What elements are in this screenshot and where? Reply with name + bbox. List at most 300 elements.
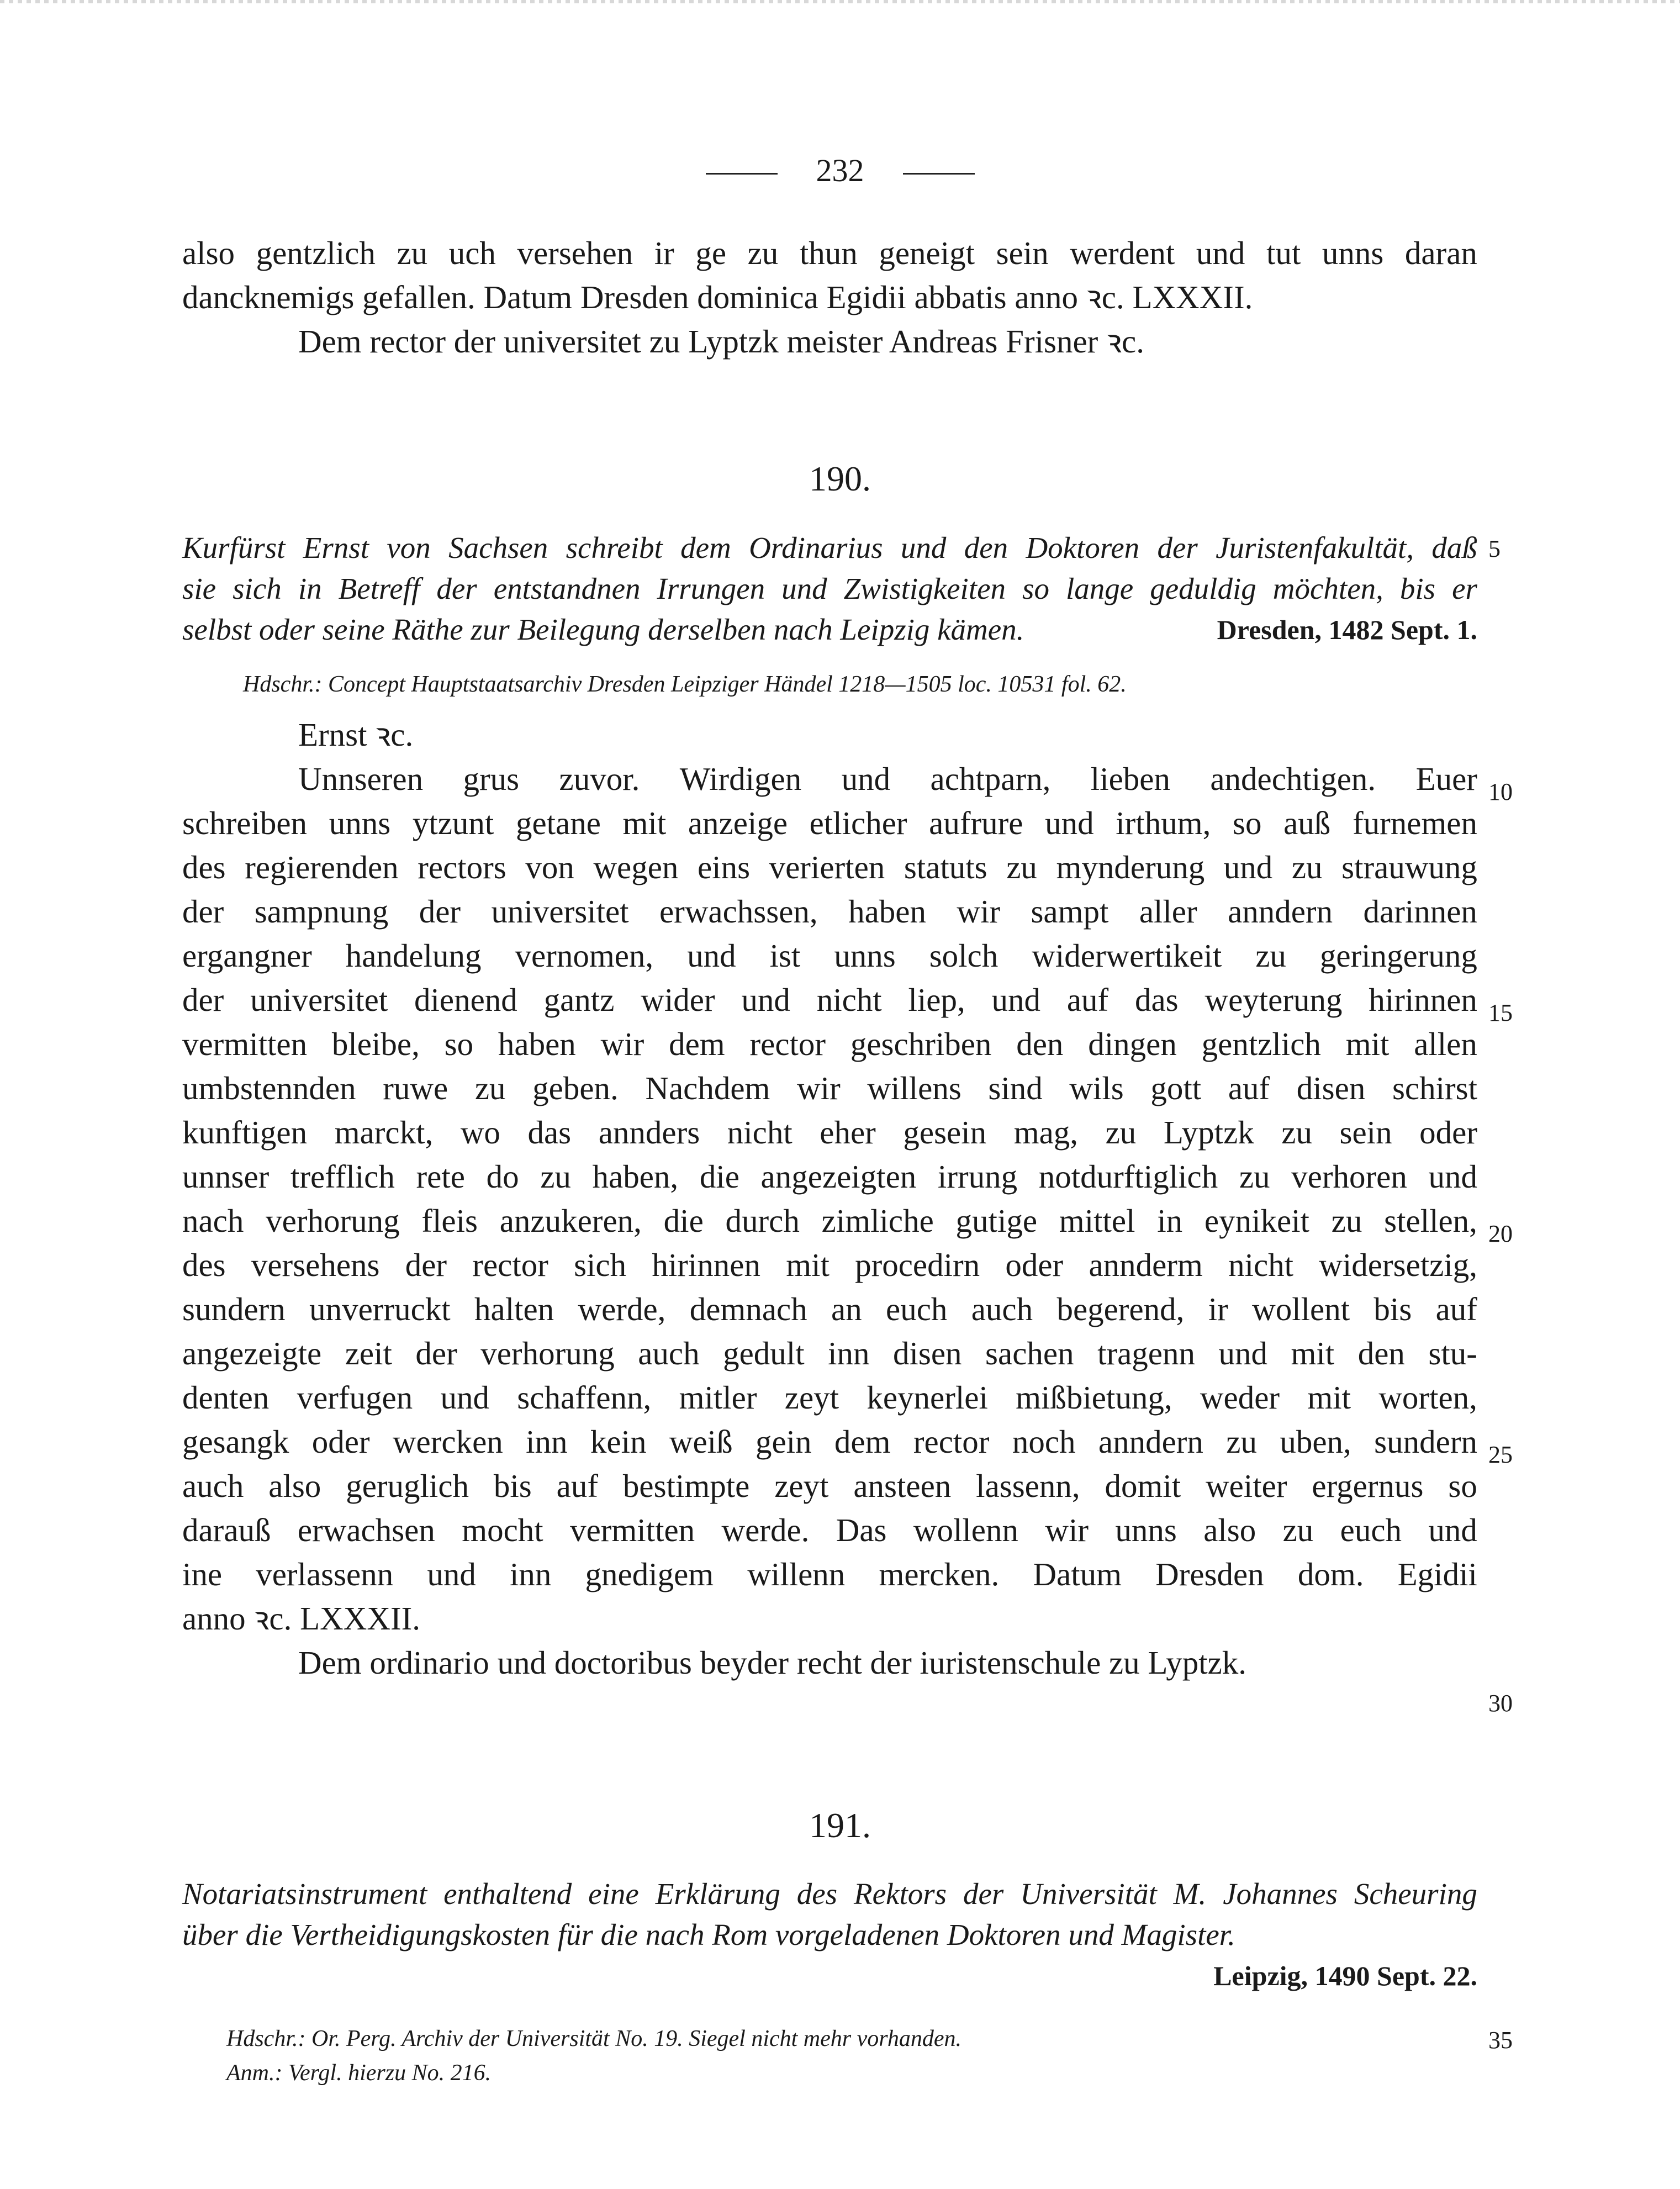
word: dem	[669, 1026, 725, 1062]
line-number: 30	[1488, 1690, 1513, 1717]
word: das	[527, 1114, 572, 1151]
word: keynerlei	[867, 1379, 988, 1416]
word: willenn	[747, 1556, 846, 1592]
word: der	[182, 893, 224, 930]
word: bleibe,	[331, 1026, 420, 1062]
place-date: Dresden, 1482 Sept. 1.	[1217, 614, 1477, 645]
word: aller	[1139, 893, 1197, 930]
word: allen	[1414, 1026, 1477, 1062]
word: haben	[498, 1026, 576, 1062]
word: statuts	[904, 849, 987, 885]
word: Nachdem	[645, 1070, 770, 1106]
word: nicht	[727, 1114, 793, 1151]
justified-line	[182, 933, 1477, 978]
word: rectors	[418, 849, 506, 885]
place-date: Leipzig, 1490 Sept. 22.	[1213, 1960, 1477, 1991]
word: gesangk	[182, 1423, 289, 1460]
word: mit	[1291, 1335, 1335, 1372]
justified-line	[182, 1464, 1477, 1508]
entry-number: 191.	[809, 1806, 871, 1845]
word: dem	[834, 1423, 891, 1460]
word: ergangner	[182, 937, 312, 974]
word: hirinnen	[652, 1247, 760, 1283]
word: irrung	[937, 1158, 1018, 1195]
word: Euer	[1415, 761, 1477, 797]
word: daß	[1431, 531, 1477, 565]
word: unns	[1115, 1512, 1177, 1548]
justified-line	[182, 1199, 1477, 1243]
word: rector	[749, 1026, 826, 1062]
word: thun	[799, 235, 858, 271]
word: zu	[1281, 1114, 1312, 1151]
word: von	[525, 849, 574, 885]
word: wir	[600, 1026, 644, 1062]
word: disen	[893, 1335, 962, 1372]
word: uben,	[1280, 1423, 1351, 1460]
word: euch	[1340, 1512, 1402, 1548]
justified-line	[182, 845, 1477, 889]
text-line: anno ꝛc. LXXXII.	[182, 1600, 420, 1637]
word: verlassenn	[256, 1556, 394, 1592]
word: Betreff	[338, 572, 420, 605]
word: Zwistigkeiten	[843, 572, 1006, 605]
word: schreiben	[182, 805, 308, 841]
word: versehen	[517, 235, 633, 271]
word: werde.	[721, 1512, 810, 1548]
justified-line	[182, 1331, 1477, 1375]
word: bis	[1399, 572, 1436, 605]
word: dingen	[1088, 1026, 1177, 1062]
word: zu	[1331, 1202, 1362, 1239]
word: lieben	[1090, 761, 1170, 797]
word: so	[444, 1026, 474, 1062]
word: auf	[1066, 982, 1109, 1018]
word: inn	[510, 1556, 552, 1592]
word: Irrungen	[657, 572, 765, 605]
word: kein	[590, 1423, 647, 1460]
word: Sachsen	[448, 531, 548, 565]
justified-line	[182, 889, 1477, 933]
word: Unnseren	[298, 761, 424, 797]
word: gantz	[543, 982, 615, 1018]
word: schaffenn,	[517, 1379, 652, 1416]
word: universitet	[491, 893, 629, 930]
word: getane	[515, 805, 601, 841]
word: disen	[1296, 1070, 1366, 1106]
word: erwachsen	[297, 1512, 435, 1548]
word: wegen	[593, 849, 679, 885]
word: der	[1157, 531, 1198, 565]
word: versehens	[251, 1247, 380, 1283]
word: willens	[867, 1070, 961, 1106]
line-number: 35	[1488, 2027, 1513, 2054]
word: Notariatsinstrument	[182, 1877, 427, 1911]
word: und	[440, 1379, 490, 1416]
word: ge	[695, 235, 727, 271]
word: widerwertikeit	[1032, 937, 1222, 974]
word: verhoren	[1291, 1158, 1407, 1195]
word: dem	[680, 531, 731, 565]
word: von	[387, 531, 431, 565]
word: gutige	[955, 1202, 1038, 1239]
justified-line	[182, 1066, 1477, 1110]
word: begerend,	[1056, 1291, 1185, 1327]
word: furnemen	[1352, 805, 1477, 841]
word: zimliche	[821, 1202, 934, 1239]
word: geruglich	[346, 1468, 469, 1504]
summary-last-line	[182, 609, 1477, 650]
word: zu	[397, 235, 428, 271]
word: die	[699, 1158, 739, 1195]
address-line: Dem rector der universitet zu Lyptzk meister Andreas Frisner ꝛc.	[298, 323, 1144, 360]
word: dienend	[414, 982, 517, 1018]
word: zeyt	[774, 1468, 829, 1504]
word: Kurfürst	[182, 531, 286, 565]
word: darauß	[182, 1512, 271, 1548]
line-number: 20	[1488, 1220, 1513, 1247]
word: sich	[233, 572, 282, 605]
word: regierenden	[245, 849, 399, 885]
word: aufrure	[929, 805, 1023, 841]
entry-number: 190.	[809, 459, 871, 498]
word: also	[1203, 1512, 1256, 1548]
word: Doktoren	[1026, 531, 1140, 565]
word: worten,	[1378, 1379, 1477, 1416]
word: annderm	[1089, 1247, 1203, 1283]
word: vermitten	[570, 1512, 695, 1548]
word: auch	[638, 1335, 700, 1372]
word: geben.	[532, 1070, 619, 1106]
word: also	[182, 235, 235, 271]
justified-line	[182, 1874, 1477, 1914]
word: denten	[182, 1379, 270, 1416]
word: annders	[598, 1114, 700, 1151]
word: die	[663, 1202, 704, 1239]
word: ir	[1208, 1291, 1228, 1327]
word: widersetzig,	[1319, 1247, 1477, 1283]
word: ruwe	[383, 1070, 448, 1106]
summary-text: selbst oder seine Räthe zur Beilegung derselben nach Leipzig kämen.	[182, 613, 1024, 646]
word: unns	[834, 937, 896, 974]
word: wir	[797, 1070, 841, 1106]
word: in	[1157, 1202, 1183, 1239]
word: und	[1196, 235, 1245, 271]
word: tut	[1266, 235, 1301, 271]
word: gott	[1150, 1070, 1202, 1106]
word: sein	[1339, 1114, 1392, 1151]
word: schirst	[1392, 1070, 1477, 1106]
header-rule-left	[706, 173, 778, 175]
word: bis	[493, 1468, 532, 1504]
word: des	[182, 849, 226, 885]
word: unns	[1322, 235, 1384, 271]
word: mit	[622, 805, 667, 841]
source-note	[182, 2022, 1477, 2090]
word: gentzlich	[256, 235, 376, 271]
word: zeyt	[784, 1379, 839, 1416]
word: oder	[311, 1423, 370, 1460]
word: sich	[574, 1247, 627, 1283]
word: so	[1022, 572, 1049, 605]
word: lassenn,	[976, 1468, 1080, 1504]
word: solch	[929, 937, 999, 974]
entry-summary	[182, 1874, 1477, 1996]
word: haben	[848, 893, 926, 930]
word: der	[963, 1877, 1004, 1911]
word: zuvor.	[559, 761, 640, 797]
word: und	[991, 982, 1041, 1018]
word: vermitten	[182, 1026, 308, 1062]
word: er	[1452, 572, 1477, 605]
word: Ernst	[303, 531, 369, 565]
justified-line	[182, 568, 1477, 609]
word: und	[1428, 1512, 1477, 1548]
word: eins	[698, 849, 751, 885]
word: vernomen,	[515, 937, 654, 974]
word: andechtigen.	[1210, 761, 1376, 797]
word: darinnen	[1363, 893, 1477, 930]
justified-line	[182, 1552, 1477, 1596]
word: anzukeren,	[499, 1202, 642, 1239]
word: zu	[474, 1070, 506, 1106]
scan-edge	[0, 0, 1680, 3]
justified-line	[182, 1287, 1477, 1331]
word: den	[1357, 1335, 1405, 1372]
word: mißbietung,	[1016, 1379, 1172, 1416]
word: Scheuring	[1354, 1877, 1477, 1911]
justified-line	[182, 978, 1477, 1022]
word: erwachssen,	[659, 893, 818, 930]
word: verhorung	[266, 1202, 400, 1239]
word: liep,	[908, 982, 965, 1018]
word: mit	[1307, 1379, 1351, 1416]
word: wir	[957, 893, 1001, 930]
word: mittel	[1059, 1202, 1135, 1239]
word: nicht	[816, 982, 882, 1018]
entry-summary	[182, 528, 1477, 650]
word: zu	[1255, 937, 1286, 974]
word: ergernus	[1312, 1468, 1424, 1504]
word: sampt	[1031, 893, 1109, 930]
word: wercken	[392, 1423, 503, 1460]
word: euch	[886, 1291, 948, 1327]
word: fleis	[421, 1202, 478, 1239]
word: zu	[1105, 1114, 1137, 1151]
word: weiter	[1206, 1468, 1287, 1504]
word: zu	[540, 1158, 571, 1195]
word: anndern	[1098, 1423, 1203, 1460]
justified-line	[182, 1110, 1477, 1154]
word: tragenn	[1097, 1335, 1195, 1372]
word: Rektors	[854, 1877, 947, 1911]
word: procedirn	[855, 1247, 980, 1283]
word: notdurftiglich	[1038, 1158, 1218, 1195]
word: auch	[971, 1291, 1033, 1327]
word: und	[687, 937, 736, 974]
word: wider	[641, 982, 715, 1018]
word: und	[1045, 805, 1094, 841]
letter-body	[182, 713, 1477, 1685]
word: oder	[1419, 1114, 1477, 1151]
word: entstandnen	[493, 572, 641, 605]
header-rule-right	[903, 173, 975, 175]
word: strauwung	[1341, 849, 1477, 885]
word: anzeige	[688, 805, 788, 841]
word: zu	[747, 235, 779, 271]
word: weiß	[669, 1423, 733, 1460]
word: ine	[182, 1556, 223, 1592]
word: umbstennden	[182, 1070, 356, 1106]
word: ytzunt	[412, 805, 494, 841]
word: haben,	[592, 1158, 679, 1195]
word: und	[1428, 1158, 1477, 1195]
text-line: dancknemigs gefallen. Datum Dresden dominica Egidii abbatis anno ꝛc. LXXXII.	[182, 279, 1253, 315]
word: unverruckt	[309, 1291, 451, 1327]
word: bestimpte	[622, 1468, 750, 1504]
word: sundern	[182, 1291, 286, 1327]
word: zu	[1006, 849, 1037, 885]
word: den	[1016, 1026, 1064, 1062]
word: und	[741, 982, 790, 1018]
word: auf	[556, 1468, 598, 1504]
word: Ordinarius	[749, 531, 883, 565]
word: rector	[913, 1423, 990, 1460]
word: sampnung	[254, 893, 389, 930]
word: und	[900, 531, 947, 565]
line-number: 5	[1488, 535, 1501, 562]
word: auß	[1283, 805, 1331, 841]
word: eine	[588, 1877, 639, 1911]
word: domit	[1105, 1468, 1181, 1504]
word: angezeigte	[182, 1335, 322, 1372]
justified-line	[182, 1420, 1477, 1464]
word: stu-	[1428, 1335, 1477, 1372]
word: gein	[755, 1423, 812, 1460]
word: dom.	[1297, 1556, 1364, 1592]
word: wollenn	[913, 1512, 1018, 1548]
justified-line	[182, 801, 1477, 845]
word: sie	[182, 572, 216, 605]
word: zu	[1239, 1158, 1270, 1195]
note-line: Anm.: Vergl. hierzu No. 216.	[226, 2060, 492, 2086]
word: rete	[416, 1158, 465, 1195]
word: und	[1223, 849, 1273, 885]
word: Erklärung	[655, 1877, 780, 1911]
word: des	[796, 1877, 838, 1911]
word: unns	[329, 805, 391, 841]
word: auf	[1435, 1291, 1477, 1327]
word: ist	[769, 937, 801, 974]
word: zeit	[345, 1335, 392, 1372]
page-number: 232	[816, 152, 864, 188]
word: handelung	[345, 937, 482, 974]
address-line: Dem ordinario und doctoribus beyder recht der iuristenschule zu Lyptzk.	[298, 1644, 1247, 1681]
word: oder	[1005, 1247, 1064, 1283]
word: halten	[474, 1291, 554, 1327]
word: Lyptzk	[1163, 1114, 1254, 1151]
word: lange	[1066, 572, 1134, 605]
word: Wirdigen	[679, 761, 802, 797]
word: geschriben	[850, 1026, 992, 1062]
line-number: 15	[1488, 999, 1513, 1026]
word: wo	[460, 1114, 500, 1151]
word: weder	[1200, 1379, 1280, 1416]
justified-line	[182, 1375, 1477, 1420]
word: mit	[1345, 1026, 1390, 1062]
justified-line	[182, 1022, 1477, 1066]
word: Johannes	[1223, 1877, 1338, 1911]
text-line: über die Vertheidigungskosten für die nach Rom vorgeladenen Doktoren und Magister.	[182, 1918, 1235, 1951]
justified-line	[182, 757, 1477, 801]
greeting-line: Ernst ꝛc.	[298, 716, 414, 753]
word: an	[831, 1291, 862, 1327]
word: gnedigem	[585, 1556, 714, 1592]
word: und	[427, 1556, 476, 1592]
word: das	[1135, 982, 1179, 1018]
word: stellen,	[1384, 1202, 1477, 1239]
page-header	[0, 152, 1680, 189]
word: geduldig	[1150, 572, 1256, 605]
word: daran	[1404, 235, 1477, 271]
word: der	[182, 982, 224, 1018]
word: gentzlich	[1201, 1026, 1321, 1062]
word: verfugen	[297, 1379, 413, 1416]
carry-over-text	[182, 231, 1477, 363]
word: zu	[1282, 1512, 1314, 1548]
word: trefflich	[290, 1158, 395, 1195]
word: mercken.	[879, 1556, 1000, 1592]
word: schreibt	[566, 531, 663, 565]
justified-line	[182, 528, 1477, 568]
justified-line	[182, 231, 1477, 275]
justified-line	[182, 1508, 1477, 1552]
word: also	[268, 1468, 321, 1504]
word: der	[436, 572, 477, 605]
word: wollent	[1252, 1291, 1350, 1327]
word: wils	[1069, 1070, 1124, 1106]
word: eher	[820, 1114, 876, 1151]
word: der	[415, 1335, 457, 1372]
word: marckt,	[334, 1114, 434, 1151]
word: etlicher	[809, 805, 907, 841]
word: uch	[448, 235, 496, 271]
word: sundern	[1374, 1423, 1477, 1460]
word: do	[486, 1158, 519, 1195]
word: Das	[836, 1512, 887, 1548]
word: werde,	[578, 1291, 666, 1327]
word: sein	[996, 235, 1049, 271]
word: mocht	[462, 1512, 543, 1548]
word: weyterung	[1204, 982, 1343, 1018]
place-date-line	[182, 1955, 1477, 1996]
word: ir	[654, 235, 674, 271]
word: in	[298, 572, 322, 605]
word: den	[964, 531, 1008, 565]
word: des	[182, 1247, 226, 1283]
word: verhorung	[480, 1335, 615, 1372]
word: Universität	[1020, 1877, 1157, 1911]
word: demnach	[689, 1291, 807, 1327]
word: zu	[1226, 1423, 1257, 1460]
word: eynikeit	[1204, 1202, 1309, 1239]
word: Datum	[1033, 1556, 1122, 1592]
word: kunftigen	[182, 1114, 308, 1151]
word: so	[1233, 805, 1262, 841]
word: irthum,	[1116, 805, 1211, 841]
word: Egidii	[1397, 1556, 1477, 1592]
line-number: 25	[1488, 1441, 1513, 1468]
word: wir	[1045, 1512, 1089, 1548]
